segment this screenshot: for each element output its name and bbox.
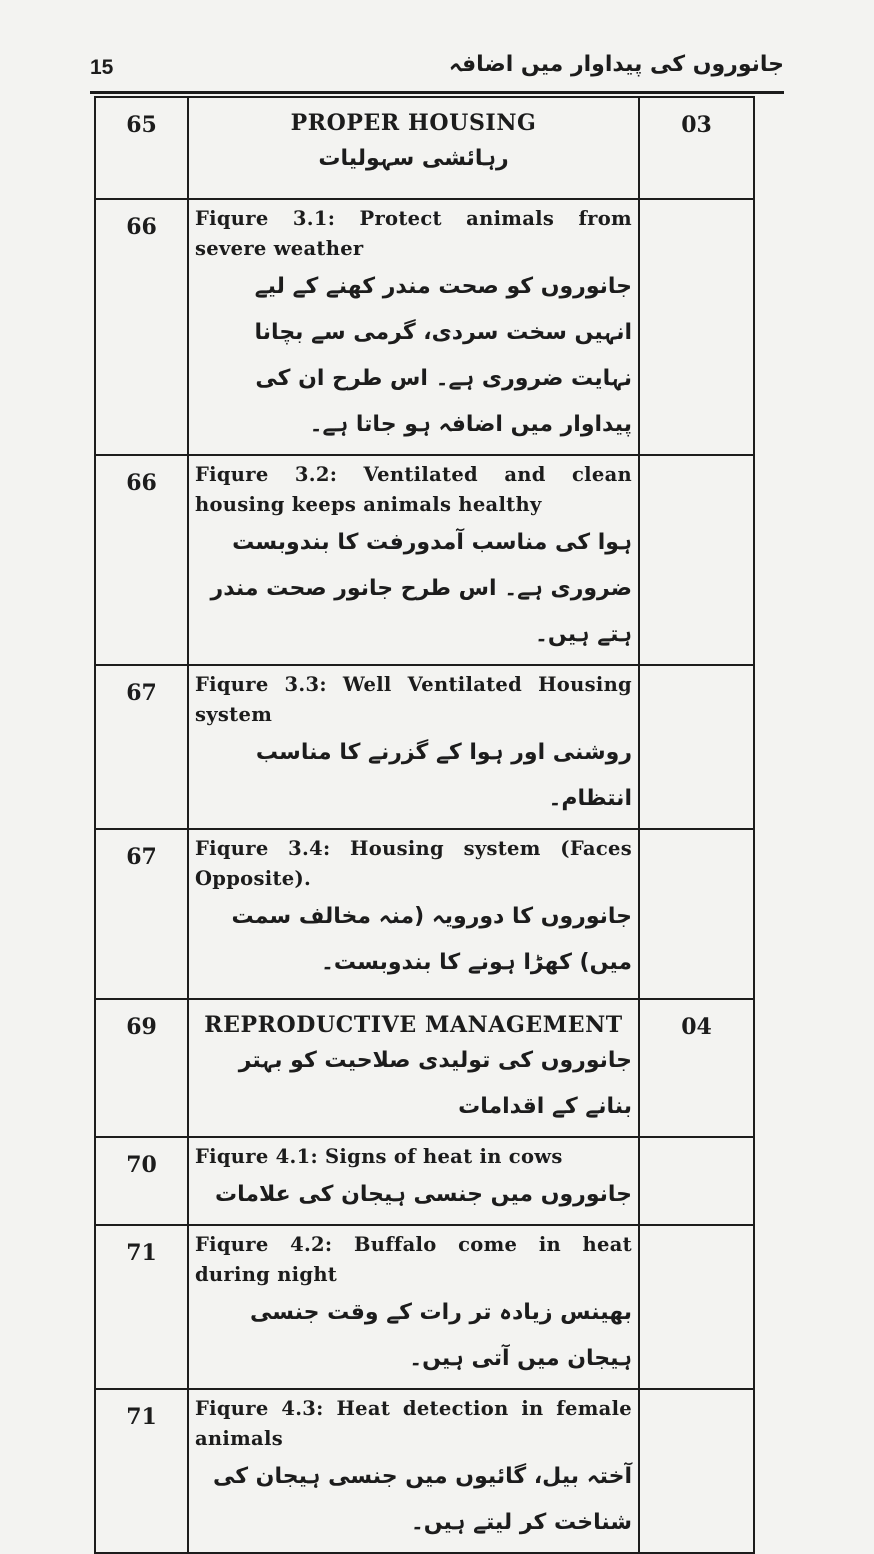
- entry-cell: [188, 829, 639, 999]
- urdu-description: جانوروں کو صحت مندر کھنے کے لیے انہیں سخت سردی، گرمی سے بچانا نہایت ضروری ہے۔ اس طرح ان کی پیداوار میں اضافہ ہو جاتا ہے۔: [254, 274, 632, 437]
- figure-caption: Fiqure 3.3: Well Ventilated Housing system: [195, 673, 632, 726]
- page-ref: 67: [95, 829, 188, 999]
- urdu-description: جانوروں کا دورویہ (منہ مخالف سمت میں) کھڑا ہونے کا بندوبست۔: [231, 904, 632, 975]
- urdu-description: ہوا کی مناسب آمدورفت کا بندوبست ضروری ہے۔ اس طرح جانور صحت مندر ہتے ہیں۔: [210, 530, 632, 647]
- urdu-description: آختہ بیل، گائیوں میں جنسی ہیجان کی شناخت کر لیتے ہیں۔: [212, 1464, 632, 1535]
- entry-cell: [188, 999, 639, 1137]
- figure-caption: Fiqure 4.2: Buffalo come in heat during night: [195, 1233, 632, 1286]
- contents-table: [94, 96, 755, 1554]
- entry-cell: [188, 1225, 639, 1389]
- chapter-number: [639, 1225, 754, 1389]
- urdu-description: جانوروں میں جنسی ہیجان کی علامات: [214, 1182, 632, 1207]
- running-title: جانوروں کی پیداوار میں اضافہ: [448, 52, 784, 77]
- page-header: [90, 52, 784, 94]
- page-ref: 66: [95, 455, 188, 665]
- urdu-description: روشنی اور ہوا کے گزرنے کا مناسب انتظام۔: [255, 740, 632, 811]
- table-row: [95, 455, 754, 665]
- table-row: [95, 999, 754, 1137]
- chapter-number: [639, 199, 754, 455]
- urdu-description: رہائشی سہولیات: [318, 146, 509, 171]
- figure-caption: Fiqure 3.4: Housing system (Faces Opposite).: [195, 837, 632, 890]
- urdu-description: جانوروں کی تولیدی صلاحیت کو بہتر بنانے کے اقدامات: [238, 1048, 632, 1119]
- figure-caption: Fiqure 3.1: Protect animals from severe weather: [195, 207, 632, 260]
- page-ref: 66: [95, 199, 188, 455]
- page-ref: 71: [95, 1225, 188, 1389]
- page-ref: 65: [95, 97, 188, 199]
- chapter-number: [639, 665, 754, 829]
- entry-cell: [188, 1137, 639, 1225]
- chapter-number: [639, 829, 754, 999]
- urdu-description: بھینس زیادہ تر رات کے وقت جنسی ہیجان میں آتی ہیں۔: [250, 1300, 632, 1371]
- table-row: [95, 665, 754, 829]
- figure-caption: Fiqure 3.2: Ventilated and clean housing keeps animals healthy: [195, 463, 632, 516]
- chapter-number: 03: [639, 97, 754, 199]
- page-ref: 69: [95, 999, 188, 1137]
- page-ref: 67: [95, 665, 188, 829]
- page-ref: 71: [95, 1389, 188, 1553]
- figure-caption: Fiqure 4.3: Heat detection in female animals: [195, 1397, 632, 1450]
- table-row: [95, 829, 754, 999]
- chapter-number: [639, 1389, 754, 1553]
- page-ref: 70: [95, 1137, 188, 1225]
- entry-cell: [188, 97, 639, 199]
- chapter-heading: PROPER HOUSING: [290, 110, 537, 136]
- table-row: [95, 1137, 754, 1225]
- table-row: [95, 97, 754, 199]
- figure-caption: Fiqure 4.1: Signs of heat in cows: [195, 1145, 563, 1168]
- page-number: 15: [90, 56, 114, 79]
- chapter-number: [639, 1137, 754, 1225]
- table-row: [95, 199, 754, 455]
- table-row: [95, 1225, 754, 1389]
- entry-cell: [188, 665, 639, 829]
- entry-cell: [188, 199, 639, 455]
- entry-cell: [188, 455, 639, 665]
- header-rule: [90, 91, 784, 94]
- chapter-heading: REPRODUCTIVE MANAGEMENT: [204, 1012, 623, 1038]
- table-row: [95, 1389, 754, 1553]
- entry-cell: [188, 1389, 639, 1553]
- chapter-number: 04: [639, 999, 754, 1137]
- chapter-number: [639, 455, 754, 665]
